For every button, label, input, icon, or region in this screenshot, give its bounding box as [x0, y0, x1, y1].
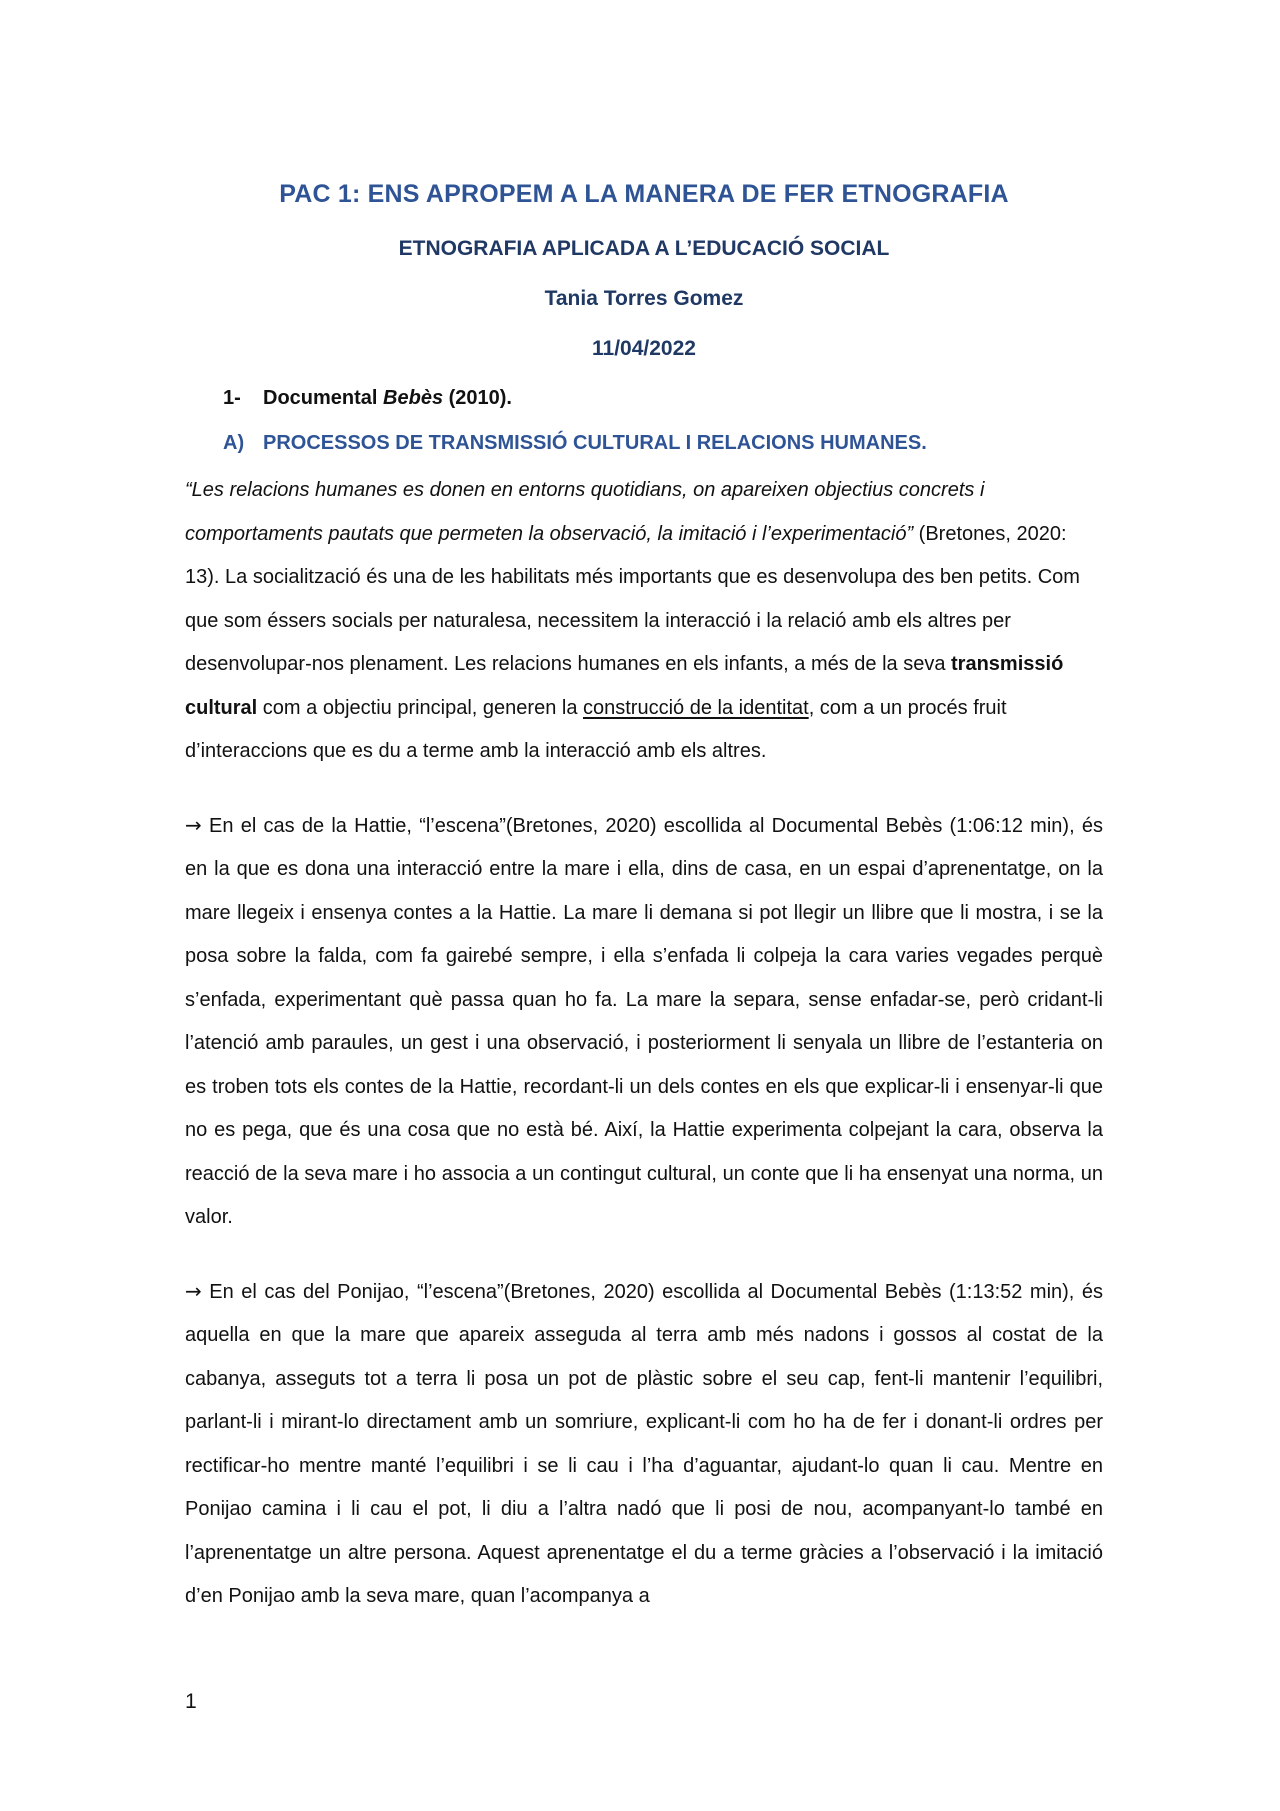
section-1-label-pre: Documental — [263, 387, 384, 409]
section-1-number: 1- — [223, 387, 241, 409]
paragraph-ponijao — [185, 1270, 1103, 1619]
paragraph-spacer — [185, 774, 1103, 804]
document-subtitle: ETNOGRAFIA APLICADA A L’EDUCACIÓ SOCIAL — [398, 237, 890, 260]
section-a-number: A) — [223, 432, 245, 454]
paragraph-intro — [185, 469, 1103, 774]
arrow-right-icon: → — [185, 812, 202, 837]
arrow-right-icon: → — [185, 1278, 202, 1303]
paragraph-intro-text-c: , com a un procés fruit d’interaccions que es du a terme amb la interacció amb els altres. — [185, 696, 1007, 762]
paragraph-spacer — [185, 1240, 1103, 1270]
paragraph-intro-quote: “Les relacions humanes es donen en entorns quotidians, on apareixen objectius concrets i comportaments pautats que permeten la observació, la imitació i l’experimentació” — [185, 479, 985, 545]
section-1-label-italic: Bebès — [383, 387, 444, 409]
paragraph-hattie — [185, 804, 1103, 1240]
paragraph-ponijao-text: En el cas del Ponijao, “l’escena”(Bretones, 2020) escollida al Documental Bebès (1:13:52 min), és aquella en que la mare que apareix asseguda al terra amb més nadons i gossos al costat de la cabanya, asseguts tot a terra li posa un pot de plàstic sobre el seu cap, fent-li mantenir l’equilibri, parlant-li i mirant-lo directament amb un somriure, explicant-li com ho ha de fer i donant-li ordres per rectificar-ho mentre manté l’equilibri i se li cau i l’ha d’aguantar, ajudant-lo quan li cau. Mentre en Ponijao camina i li cau el pot, li diu a l’altra nadó que li posi de nou, acompanyant-lo també en l’aprenentatge un altre persona. Aquest aprenentatge el du a terme gràcies a l’observació i la imitació d’en Ponijao amb la seva mare, quan l’acompanya a — [185, 1280, 1103, 1607]
document-title: PAC 1: ENS APROPEM A LA MANERA DE FER ETNOGRAFIA — [279, 180, 1009, 208]
paragraph-intro-bold: transmissió cultural — [185, 653, 1064, 719]
paragraph-intro-text-b: com a objectiu principal, generen la — [257, 696, 583, 719]
paragraph-intro-text-a: (Bretones, 2020: 13). La socialització és una de les habilitats més importants que es desenvolupa des ben petits. Com que som éssers socials per naturalesa, necessitem la interacció i la relació amb els altres per desenvolupar-nos plenament. Les relacions humanes en els infants, a més de la seva — [185, 522, 1080, 675]
document-date: 11/04/2022 — [592, 337, 696, 360]
document-author: Tania Torres Gomez — [544, 287, 744, 310]
section-1-label-post: (2010). — [443, 387, 512, 409]
paragraph-hattie-text: En el cas de la Hattie, “l’escena”(Bretones, 2020) escollida al Documental Bebès (1:06:12 min), és en la que es dona una interacció entre la mare i ella, dins de casa, en un espai d’aprenentatge, on la mare llegeix i ensenya contes a la Hattie. La mare li demana si pot llegir un llibre que li mostra, i se la posa sobre la falda, com fa gairebé sempre, i ella s’enfada li colpeja la cara varies vegades perquè s’enfada, experimentant què passa quan ho fa. La mare la separa, sense enfadar-se, però cridant-li l’atenció amb paraules, un gest i una observació, i posteriorment li senyala un llibre de l’estanteria on es troben tots els contes de la Hattie, recordant-li un dels contes en els que explicar-li i ensenyar-li que no es pega, que és una cosa que no està bé. Així, la Hattie experimenta colpejant la cara, observa la reacció de la seva mare i ho associa a un contingut cultural, un conte que li ha ensenyat una norma, un valor. — [185, 814, 1103, 1228]
page-number: 1 — [185, 1690, 197, 1713]
document-body — [185, 180, 1103, 1619]
section-a-label: PROCESSOS DE TRANSMISSIÓ CULTURAL I RELACIONS HUMANES. — [263, 432, 927, 454]
section-a-heading — [223, 432, 1103, 455]
section-1-heading — [223, 387, 1103, 410]
paragraph-intro-underline: construcció de la identitat — [583, 696, 809, 719]
